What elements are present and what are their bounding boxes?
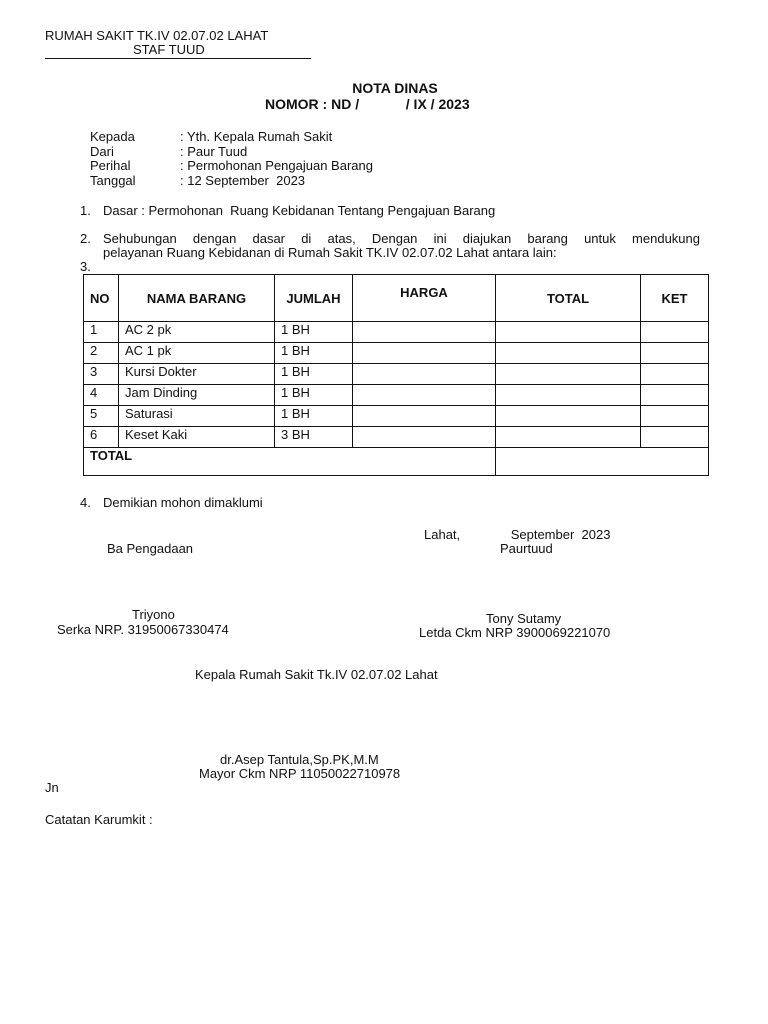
paragraph-4-number: 4. — [80, 495, 91, 510]
row-no: 6 — [84, 427, 119, 448]
row-price — [353, 322, 496, 343]
row-item-name: AC 1 pk — [119, 343, 275, 364]
right-signatory-title: Paurtuud — [500, 541, 553, 556]
row-notes — [641, 364, 709, 385]
header-underline — [45, 58, 311, 59]
total-label: TOTAL — [84, 448, 496, 476]
row-total — [496, 427, 641, 448]
row-no: 5 — [84, 406, 119, 427]
row-price — [353, 385, 496, 406]
row-no: 1 — [84, 322, 119, 343]
total-value — [496, 448, 709, 476]
row-total — [496, 322, 641, 343]
col-header-item-name: NAMA BARANG — [119, 275, 275, 322]
row-item-name: Kursi Dokter — [119, 364, 275, 385]
paragraph-1-number: 1. — [80, 203, 91, 218]
left-signatory-title: Ba Pengadaan — [107, 541, 194, 556]
row-no: 3 — [84, 364, 119, 385]
table-row — [84, 385, 709, 406]
paragraph-1-text: Dasar : Permohonan Ruang Kebidanan Tentang Pengajuan Barang — [103, 203, 496, 218]
left-signatory-rank: Serka NRP. 31950067330474 — [57, 622, 229, 637]
table-header-row — [84, 275, 709, 322]
org-unit: STAF TUUD — [133, 42, 205, 57]
from-value: : Paur Tuud — [180, 144, 248, 159]
row-no: 2 — [84, 343, 119, 364]
row-total — [496, 406, 641, 427]
col-header-no: NO — [84, 275, 119, 322]
row-no: 4 — [84, 385, 119, 406]
col-header-notes: KET — [641, 275, 709, 322]
left-signatory-name: Triyono — [132, 607, 175, 622]
place-date: Lahat, September 2023 — [424, 527, 611, 542]
paragraph-2-line2: pelayanan Ruang Kebidanan di Rumah Sakit TK.IV 02.07.02 Lahat antara lain: — [103, 245, 557, 260]
table-total-row — [84, 448, 709, 476]
document-number: NOMOR : ND / / IX / 2023 — [265, 96, 470, 112]
paragraph-3-number: 3. — [80, 259, 91, 274]
row-notes — [641, 343, 709, 364]
row-notes — [641, 427, 709, 448]
table-row — [84, 343, 709, 364]
row-quantity: 1 BH — [275, 322, 353, 343]
row-total — [496, 385, 641, 406]
org-name: RUMAH SAKIT TK.IV 02.07.02 LAHAT — [45, 28, 269, 43]
row-item-name: Saturasi — [119, 406, 275, 427]
col-header-total: TOTAL — [496, 275, 641, 322]
row-notes — [641, 385, 709, 406]
table-row — [84, 322, 709, 343]
from-label: Dari — [90, 144, 114, 159]
paragraph-2-line1: Sehubungan dengan dasar di atas, Dengan ini diajukan barang untuk mendukung — [103, 231, 700, 246]
col-header-quantity: JUMLAH — [275, 275, 353, 322]
row-notes — [641, 406, 709, 427]
row-price — [353, 406, 496, 427]
right-signatory-rank: Letda Ckm NRP 3900069221070 — [419, 625, 611, 640]
table-row — [84, 427, 709, 448]
to-label: Kepada — [90, 129, 135, 144]
row-quantity: 1 BH — [275, 343, 353, 364]
subject-label: Perihal — [90, 158, 131, 173]
row-total — [496, 343, 641, 364]
center-signatory-name: dr.Asep Tantula,Sp.PK,M.M — [220, 752, 379, 767]
row-quantity: 1 BH — [275, 364, 353, 385]
subject-value: : Permohonan Pengajuan Barang — [180, 158, 373, 173]
row-quantity: 3 BH — [275, 427, 353, 448]
items-table — [83, 274, 709, 476]
row-notes — [641, 322, 709, 343]
row-quantity: 1 BH — [275, 385, 353, 406]
row-price — [353, 343, 496, 364]
center-signatory-title: Kepala Rumah Sakit Tk.IV 02.07.02 Lahat — [195, 667, 438, 682]
row-item-name: Keset Kaki — [119, 427, 275, 448]
center-signatory-rank: Mayor Ckm NRP 11050022710978 — [199, 766, 401, 781]
typist-initials: Jn — [45, 780, 59, 795]
row-item-name: AC 2 pk — [119, 322, 275, 343]
document-title: NOTA DINAS — [352, 80, 438, 96]
row-item-name: Jam Dinding — [119, 385, 275, 406]
col-header-price: HARGA — [353, 275, 496, 322]
row-price — [353, 364, 496, 385]
notes-label: Catatan Karumkit : — [45, 812, 153, 827]
row-total — [496, 364, 641, 385]
date-label: Tanggal — [90, 173, 136, 188]
date-value: : 12 September 2023 — [180, 173, 306, 188]
paragraph-2-number: 2. — [80, 231, 91, 246]
row-price — [353, 427, 496, 448]
to-value: : Yth. Kepala Rumah Sakit — [180, 129, 333, 144]
table-row — [84, 406, 709, 427]
table-row — [84, 364, 709, 385]
right-signatory-name: Tony Sutamy — [486, 611, 562, 626]
paragraph-4-text: Demikian mohon dimaklumi — [103, 495, 263, 510]
row-quantity: 1 BH — [275, 406, 353, 427]
